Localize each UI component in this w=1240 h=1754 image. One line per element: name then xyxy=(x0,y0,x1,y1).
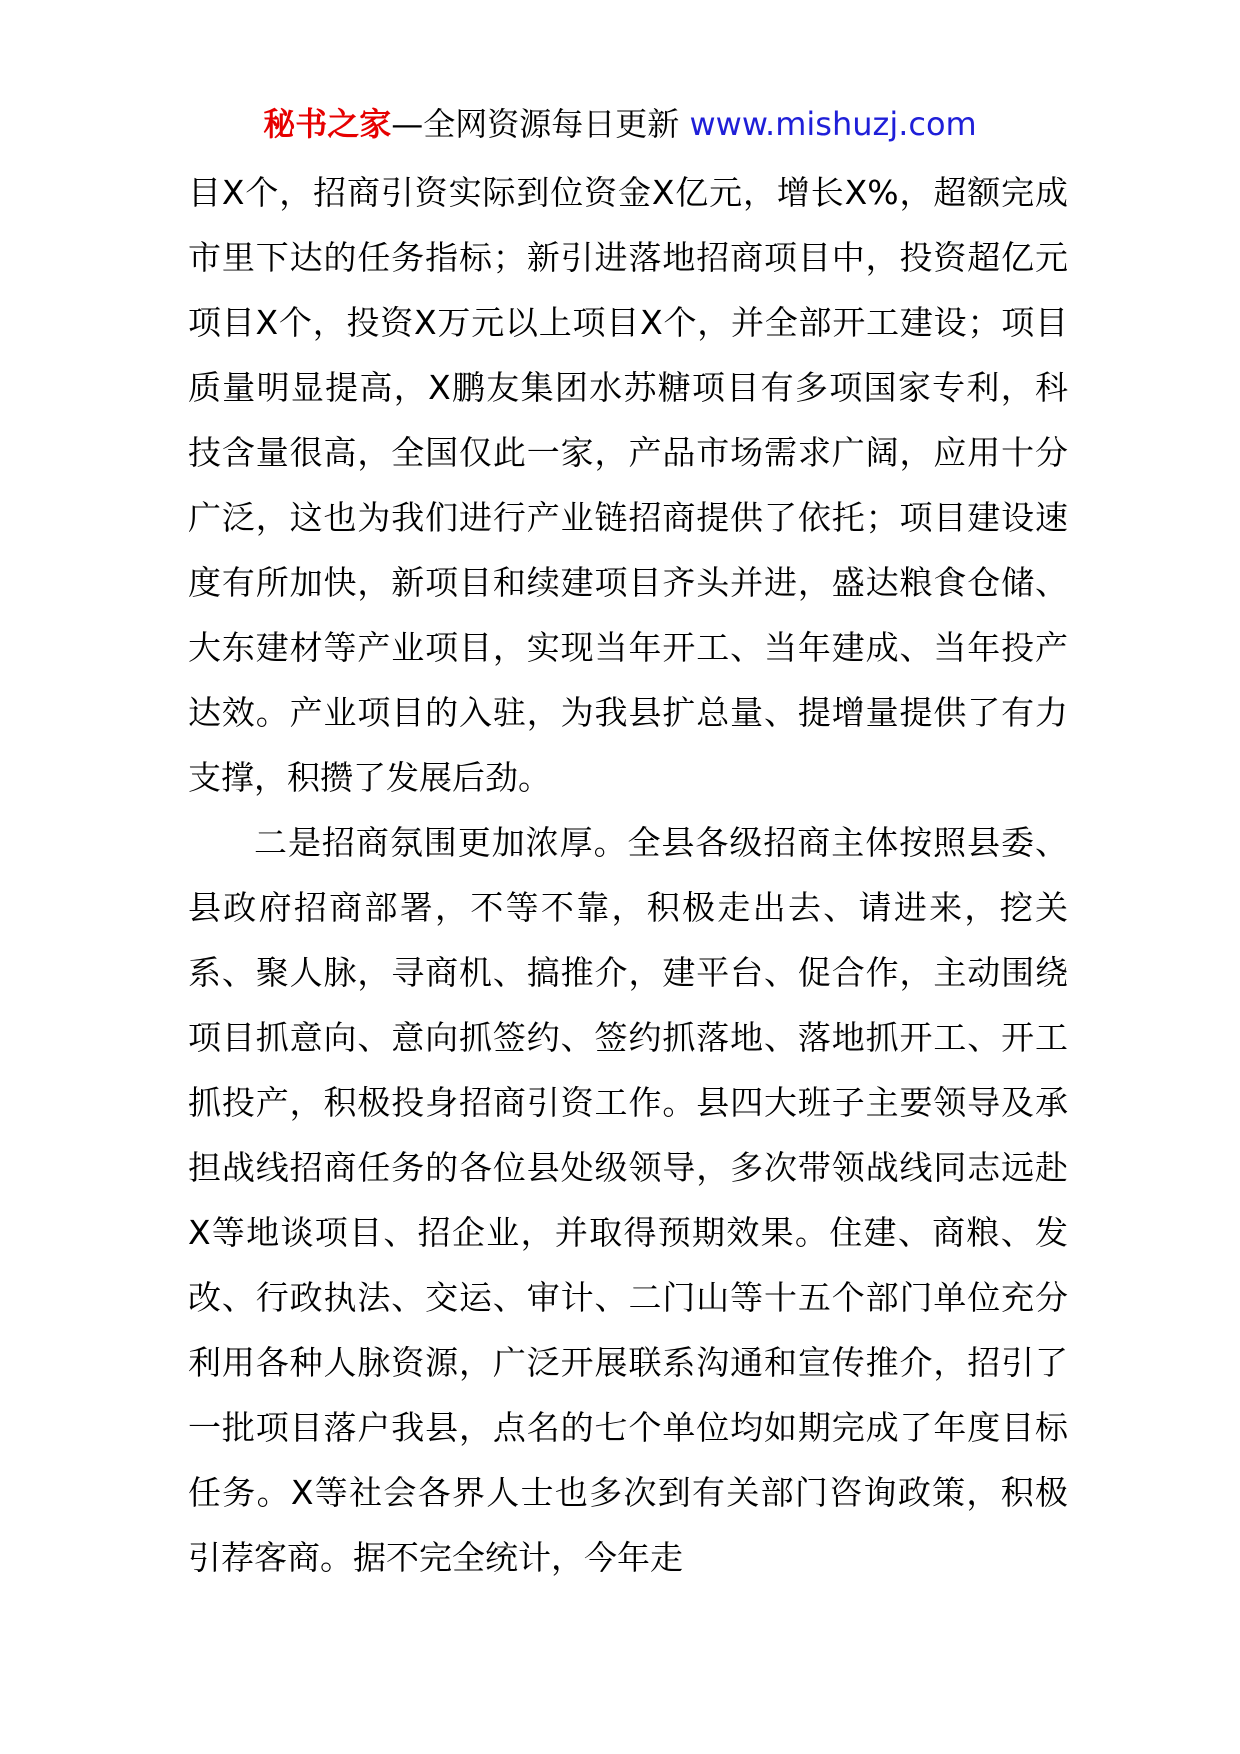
paragraph-1: 目X个，招商引资实际到位资金X亿元，增长X%，超额完成市里下达的任务指标；新引进落地招商项目中，投资超亿元项目X个，投资X万元以上项目X个，并全部开工建设；项目质量明显提高，X鹏友集团水苏糖项目有多项国家专利，科技含量很高，全国仅此一家，产品市场需求广阔，应用十分广泛，这也为我们进行产业链招商提供了依托；项目建设速度有所加快，新项目和续建项目齐头并进，盛达粮食仓储、大东建材等产业项目，实现当年开工、当年建成、当年投产达效。产业项目的入驻，为我县扩总量、提增量提供了有力支撑，积攒了发展后劲。 xyxy=(188,173,1068,797)
site-brand: 秘书之家 xyxy=(263,105,392,143)
page-header xyxy=(0,102,1240,146)
paragraph-2: 二是招商氛围更加浓厚。全县各级招商主体按照县委、县政府招商部署，不等不靠，积极走出去、请进来，挖关系、聚人脉，寻商机、搞推介，建平台、促合作，主动围绕项目抓意向、意向抓签约、签约抓落地、落地抓开工、开工抓投产，积极投身招商引资工作。县四大班子主要领导及承担战线招商任务的各位县处级领导，多次带领战线同志远赴X等地谈项目、招企业，并取得预期效果。住建、商粮、发改、行政执法、交运、审计、二门山等十五个部门单位充分利用各种人脉资源，广泛开展联系沟通和宣传推介，招引了一批项目落户我县，点名的七个单位均如期完成了年度目标任务。X等社会各界人士也多次到有关部门咨询政策，积极引荐客商。据不完全统计，今年走 xyxy=(188,823,1068,1577)
site-url-link[interactable]: www.mishuzj.com xyxy=(689,105,977,143)
header-tagline: —全网资源每日更新 xyxy=(391,105,690,143)
document-body xyxy=(188,160,1068,1590)
